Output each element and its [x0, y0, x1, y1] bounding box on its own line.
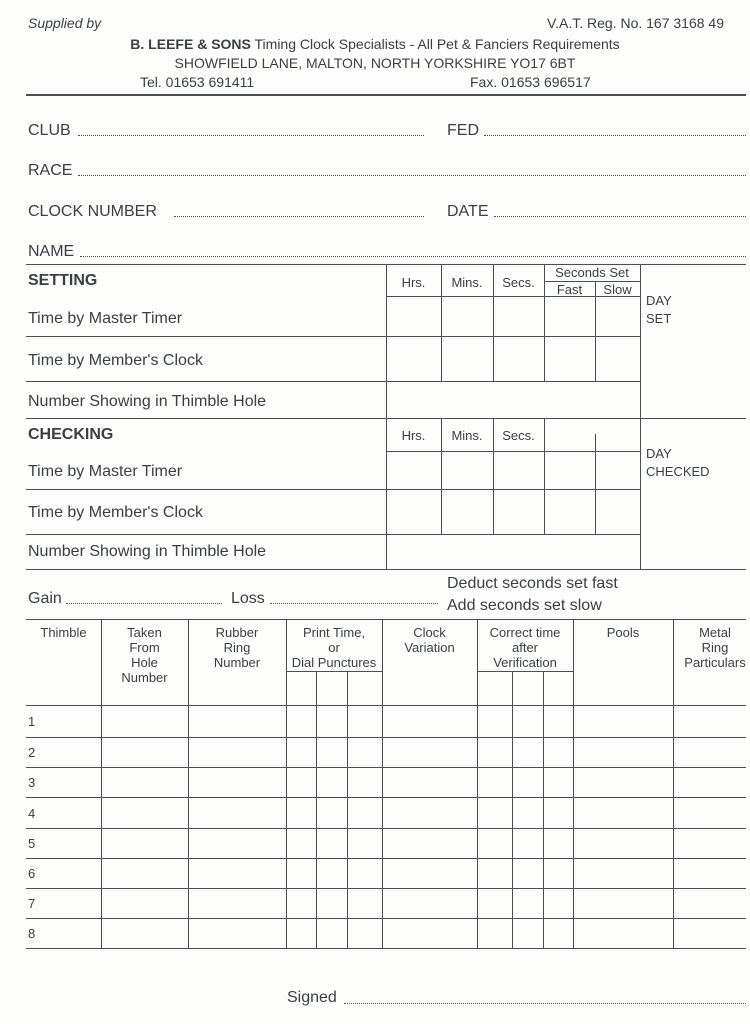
clock-number-label: CLOCK NUMBER [28, 203, 157, 220]
table-row-number: 2 [28, 745, 36, 760]
rubber-ring-header: Rubber Ring Number [213, 625, 261, 670]
gain-field[interactable] [66, 603, 222, 604]
fast-header: Fast [556, 282, 583, 297]
print-time-header: Print Time, or Dial Punctures [291, 625, 377, 670]
loss-field[interactable] [270, 603, 438, 604]
gain-label: Gain [28, 590, 62, 607]
fed-label: FED [447, 122, 479, 139]
clock-number-field[interactable] [174, 216, 424, 217]
company-name: B. LEEFE & SONS [130, 36, 251, 52]
vat-number: V.A.T. Reg. No. 167 3168 49 [547, 15, 724, 31]
supplied-by-label: Supplied by [28, 15, 102, 31]
checking-title: CHECKING [28, 426, 114, 443]
table-row-number: 4 [28, 806, 36, 821]
correct-time-header: Correct time after Verification [489, 625, 561, 670]
checking-secs-header: Secs. [502, 428, 535, 443]
company-address: SHOWFIELD LANE, MALTON, NORTH YORKSHIRE YO17 6BT [174, 55, 576, 71]
club-field[interactable] [78, 135, 424, 136]
checking-row-member-clock: Time by Member's Clock [28, 504, 203, 521]
thimble-header: Thimble [40, 625, 87, 640]
day-checked-label: DAY CHECKED [646, 446, 710, 479]
checking-row-master-timer: Time by Master Timer [28, 463, 183, 480]
checking-row-thimble-hole: Number Showing in Thimble Hole [28, 543, 267, 560]
day-set-label: DAY SET [646, 293, 672, 326]
checking-hrs-header: Hrs. [401, 428, 426, 443]
setting-row-master-timer: Time by Master Timer [28, 310, 183, 327]
table-row-number: 8 [28, 926, 36, 941]
setting-title: SETTING [28, 272, 98, 289]
signature-field[interactable] [344, 1003, 746, 1004]
header-rule [26, 94, 746, 96]
table-row-number: 6 [28, 866, 36, 881]
seconds-set-header: Seconds Set [555, 265, 629, 280]
name-label: NAME [28, 243, 75, 260]
setting-hrs-header: Hrs. [401, 275, 426, 290]
company-line [0, 36, 750, 52]
setting-secs-header: Secs. [502, 275, 535, 290]
setting-row-member-clock: Time by Member's Clock [28, 352, 203, 369]
add-note: Add seconds set slow [447, 597, 602, 614]
setting-mins-header: Mins. [451, 275, 483, 290]
table-row-number: 7 [28, 896, 36, 911]
race-field[interactable] [78, 175, 746, 176]
taken-from-hole-header: Taken From Hole Number [121, 625, 168, 685]
metal-ring-header: Metal Ring Particulars [684, 625, 746, 670]
fax: Fax. 01653 696517 [470, 74, 591, 90]
race-label: RACE [28, 162, 73, 179]
table-row-number: 1 [28, 714, 36, 729]
loss-label: Loss [231, 590, 265, 607]
deduct-note: Deduct seconds set fast [447, 575, 618, 592]
checking-mins-header: Mins. [451, 428, 483, 443]
club-label: CLUB [28, 122, 71, 139]
fed-field[interactable] [484, 135, 746, 136]
date-field[interactable] [494, 216, 746, 217]
table-row-number: 5 [28, 836, 36, 851]
company-description: Timing Clock Specialists - All Pet & Fanciers Requirements [250, 36, 620, 52]
pools-header: Pools [606, 625, 640, 640]
clock-variation-header: Clock Variation [404, 625, 455, 655]
setting-row-thimble-hole: Number Showing in Thimble Hole [28, 393, 267, 410]
signed-label: Signed [287, 989, 337, 1006]
telephone: Tel. 01653 691411 [140, 74, 255, 90]
name-field[interactable] [80, 256, 746, 257]
date-label: DATE [447, 203, 489, 220]
slow-header: Slow [603, 282, 632, 297]
table-row-number: 3 [28, 775, 36, 790]
